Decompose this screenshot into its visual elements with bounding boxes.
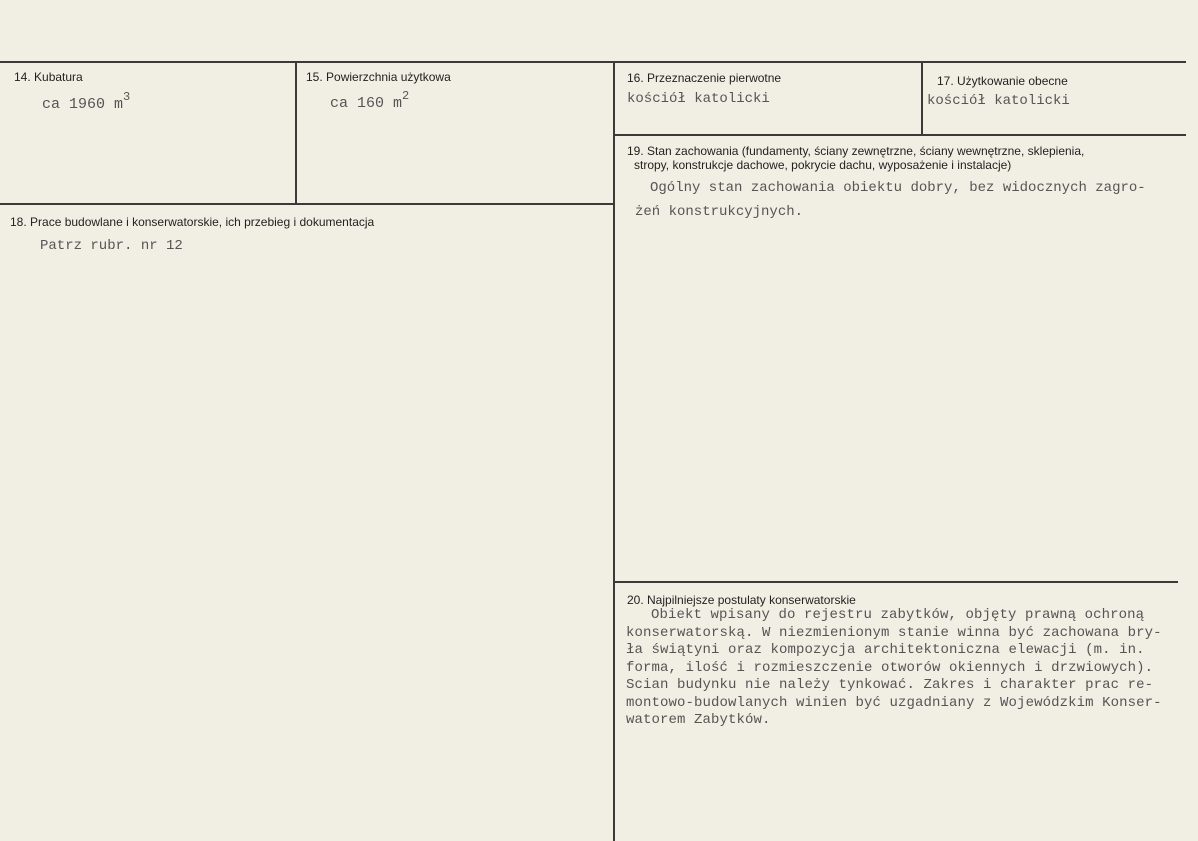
- field-15-label: 15. Powierzchnia użytkowa: [306, 70, 451, 84]
- field-15-unit-exponent: 2: [402, 89, 410, 103]
- field-20-text-line-6: montowo-budowlanych winien być uzgadniany z Wojewódzkim Konser-: [626, 694, 1162, 711]
- field-20-text-line-7: watorem Zabytków.: [626, 712, 771, 728]
- field-20-text-line-4: forma, ilość i rozmieszczenie otworów okiennych i drzwiowych).: [626, 659, 1154, 676]
- field-19-text-line-1: Ogólny stan zachowania obiektu dobry, bez widocznych zagro-: [650, 180, 1146, 196]
- top-rule: [0, 61, 1186, 63]
- field-20-text-line-5: Scian budynku nie należy tynkować. Zakres i charakter prac re-: [626, 677, 1154, 693]
- field-20-text-line-2: konserwatorską. W niezmienionym stanie winna być zachowana bry-: [626, 624, 1162, 641]
- field-17-value: kościół katolicki: [927, 93, 1070, 109]
- field-19-text-line-2: żeń konstrukcyjnych.: [635, 204, 804, 220]
- field-19-label-line-2: stropy, konstrukcje dachowe, pokrycie dachu, wyposażenie i instalacje): [634, 158, 1012, 172]
- field-18-label: 18. Prace budowlane i konserwatorskie, ich przebieg i dokumentacja: [10, 215, 375, 229]
- divider-15-16: [613, 61, 615, 841]
- divider-14-15: [295, 61, 297, 204]
- field-18-value: Patrz rubr. nr 12: [40, 238, 183, 254]
- field-16-value: kościół katolicki: [627, 91, 770, 107]
- field-14-value: [42, 92, 130, 113]
- rule-below-14-15: [0, 203, 614, 205]
- field-16-label: 16. Przeznaczenie pierwotne: [627, 71, 782, 85]
- field-19-label-line-1: 19. Stan zachowania (fundamenty, ściany zewnętrzne, ściany wewnętrzne, sklepienia,: [627, 144, 1085, 158]
- rule-below-16-17: [614, 134, 1186, 136]
- field-14-value-text: ca 1960 m: [42, 96, 124, 113]
- field-20-text-line-1: Obiekt wpisany do rejestru zabytków, objęty prawną ochroną: [651, 607, 1145, 623]
- field-15-value-text: ca 160 m: [330, 95, 403, 112]
- field-20-text-line-3: ła świątyni oraz kompozycja architektoniczna elewacji (m. in.: [626, 642, 1145, 658]
- divider-16-17: [921, 63, 923, 135]
- field-14-label: 14. Kubatura: [14, 70, 83, 84]
- field-20-text: [626, 607, 1162, 730]
- field-17-label: 17. Użytkowanie obecne: [937, 74, 1068, 88]
- field-20-label: 20. Najpilniejsze postulaty konserwatorskie: [627, 593, 856, 607]
- field-14-unit-exponent: 3: [123, 90, 131, 104]
- rule-below-19: [614, 581, 1178, 583]
- field-15-value: [330, 91, 409, 112]
